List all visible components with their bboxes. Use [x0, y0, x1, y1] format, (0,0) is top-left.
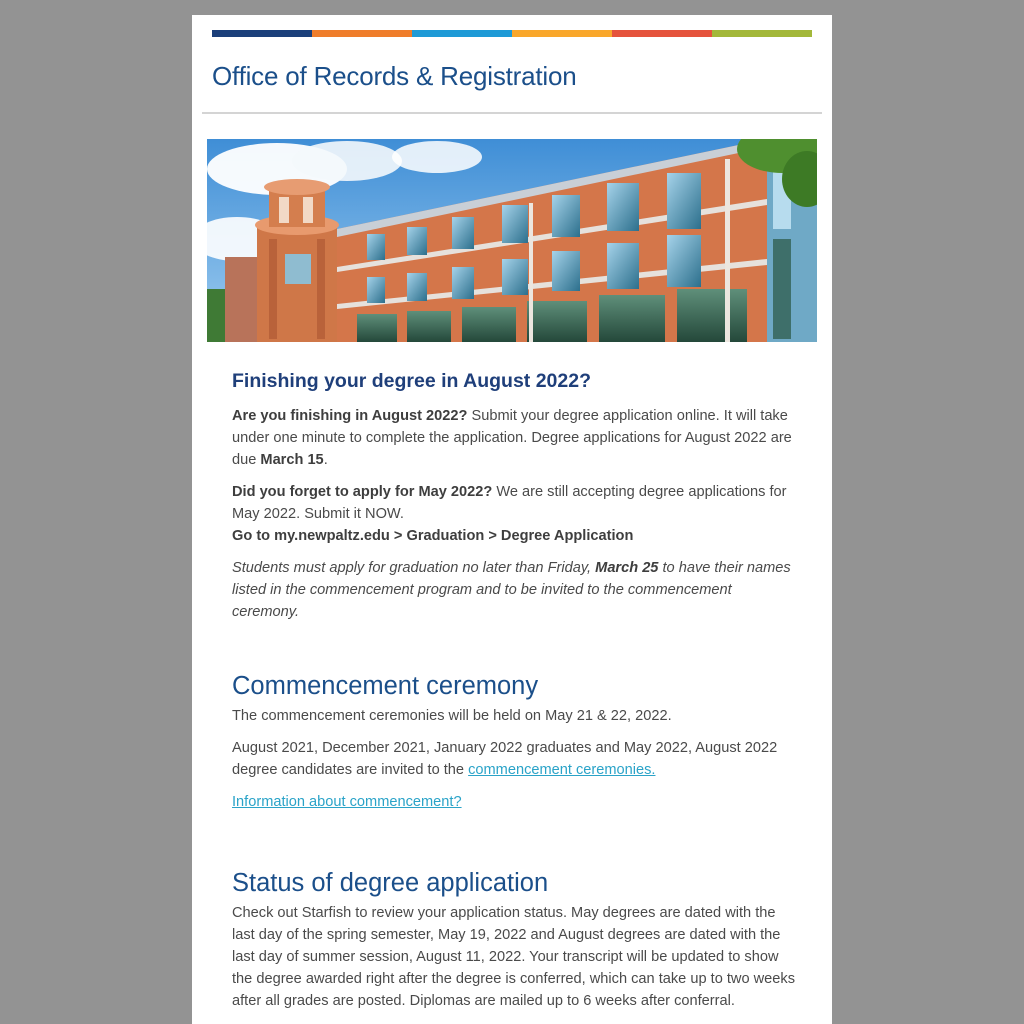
section-heading-finishing: Finishing your degree in August 2022?: [232, 370, 591, 392]
finishing-paragraph-1: [232, 405, 797, 471]
commencement-paragraph-1: The commencement ceremonies will be held on May 21 & 22, 2022.: [232, 708, 672, 724]
color-stripe-segment: [712, 30, 812, 37]
office-title: Office of Records & Registration: [212, 61, 577, 91]
section-heading-status: Status of degree application: [232, 869, 549, 897]
color-stripe-segment: [512, 30, 612, 37]
forgot-question: Did you forget to apply for May 2022?: [232, 484, 493, 500]
finishing-deadline-note: [232, 557, 797, 623]
commencement-paragraph-2: [232, 737, 797, 781]
main-content: [232, 370, 797, 1022]
finishing-period: .: [323, 452, 328, 468]
navigation-path: Go to my.newpaltz.edu > Graduation > Degree Application: [232, 528, 634, 544]
forgot-text: We are still accepting degree applications for May 2022. Submit it NOW.: [232, 484, 787, 522]
status-paragraph: Check out Starfish to review your application status. May degrees are dated with the last day of the spring semester, May 19, 2022 and August degrees are dated with the last day of summer session, August 11, 2022. Your transcript will be updated to show the degree awarded right after the degree is conferred, which can take up to two weeks after all grades are posted. Diplomas are mailed up to 6 weeks after conferral.: [232, 905, 795, 1009]
commencement-info: [232, 791, 797, 813]
color-stripe-segment: [212, 30, 312, 37]
commencement-invite-text: August 2021, December 2021, January 2022 graduates and May 2022, August 2022 degree candidates are invited to the: [232, 740, 778, 778]
finishing-paragraph-2: [232, 481, 797, 525]
color-stripe: [212, 30, 812, 37]
color-stripe-segment: [412, 30, 512, 37]
hero-image: [207, 139, 817, 342]
finishing-text: Submit your degree application online. It will take under one minute to complete the application. Degree applications for August 2022 are due: [232, 408, 792, 468]
email-page: [192, 15, 832, 1024]
section-heading-commencement: Commencement ceremony: [232, 672, 539, 700]
due-date: March 15: [260, 452, 324, 468]
finishing-question: Are you finishing in August 2022?: [232, 408, 468, 424]
deadline-text: Students must apply for graduation no later than Friday,: [232, 560, 596, 576]
color-stripe-segment: [312, 30, 412, 37]
deadline-date: March 25: [595, 560, 659, 576]
commencement-info-link[interactable]: Information about commencement?: [232, 794, 462, 810]
commencement-ceremonies-link[interactable]: commencement ceremonies.: [468, 762, 656, 778]
deadline-end: to have their names listed in the commencement program and to be invited to the commencement ceremony.: [232, 560, 791, 620]
header-divider: [202, 112, 822, 114]
color-stripe-segment: [612, 30, 712, 37]
finishing-path: [232, 525, 797, 547]
